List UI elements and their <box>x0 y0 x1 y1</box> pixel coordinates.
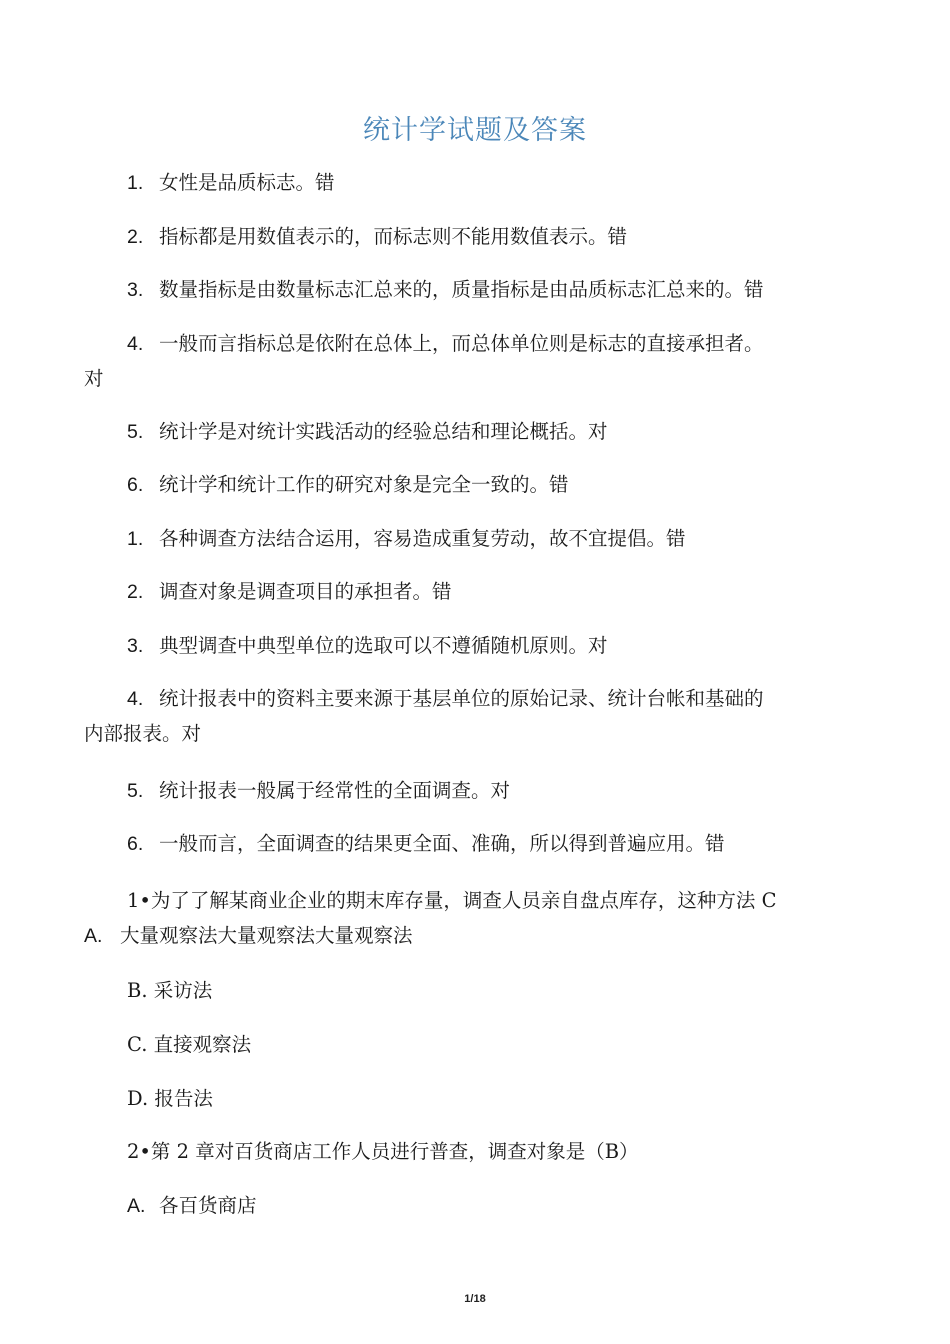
page-number: 1/18 <box>464 1293 486 1305</box>
item-text: 统计报表中的资料主要来源于基层单位的原始记录、统计台帐和基础的 <box>159 687 764 710</box>
item-number: 4. <box>127 688 144 710</box>
question-stem: 2•第 2 章对百货商店工作人员进行普查，调查对象是（B） <box>127 1140 639 1163</box>
list-item <box>127 419 608 445</box>
item-number: 3. <box>127 635 144 657</box>
item-number: 1. <box>127 172 144 194</box>
list-item <box>127 331 764 357</box>
item-number: 6. <box>127 833 144 855</box>
list-item <box>127 633 608 659</box>
item-number: 3. <box>127 279 144 301</box>
option-d: D. 报告法 <box>127 1087 213 1110</box>
option-a <box>127 1193 257 1219</box>
option-text: 各百货商店 <box>159 1194 257 1217</box>
option-label: A. <box>84 925 103 947</box>
item-text: 调查对象是调查项目的承担者。错 <box>159 580 452 603</box>
page-title: 统计学试题及答案 <box>363 115 587 146</box>
item-number: 4. <box>127 333 144 355</box>
option-b: B. 采访法 <box>127 979 213 1002</box>
item-continuation: 内部报表。对 <box>84 722 202 745</box>
item-number: 2. <box>127 581 144 603</box>
item-text: 一般而言，全面调查的结果更全面、准确，所以得到普遍应用。错 <box>159 832 725 855</box>
item-text: 统计学是对统计实践活动的经验总结和理论概括。对 <box>159 420 608 443</box>
item-continuation: 对 <box>84 367 104 390</box>
list-item <box>127 579 452 605</box>
list-item <box>127 170 335 196</box>
question-stem: 1•为了了解某商业企业的期末库存量，调查人员亲自盘点库存，这种方法 C <box>127 889 777 912</box>
list-item <box>127 778 510 804</box>
list-item <box>127 224 627 250</box>
item-text: 女性是品质标志。错 <box>159 171 335 194</box>
list-item <box>127 526 686 552</box>
item-text: 统计报表一般属于经常性的全面调查。对 <box>159 779 511 802</box>
item-text: 指标都是用数值表示的，而标志则不能用数值表示。错 <box>159 225 628 248</box>
list-item <box>127 472 569 498</box>
option-label: A. <box>127 1195 146 1217</box>
list-item <box>127 831 725 857</box>
item-text: 各种调查方法结合运用，容易造成重复劳动，故不宜提倡。错 <box>159 527 686 550</box>
option-text: 大量观察法大量观察法大量观察法 <box>120 924 413 947</box>
item-text: 数量指标是由数量标志汇总来的，质量指标是由品质标志汇总来的。错 <box>159 278 764 301</box>
item-text: 典型调查中典型单位的选取可以不遵循随机原则。对 <box>159 634 608 657</box>
option-c: C. 直接观察法 <box>127 1033 252 1056</box>
item-text: 统计学和统计工作的研究对象是完全一致的。错 <box>159 473 569 496</box>
list-item <box>127 686 764 712</box>
item-number: 2. <box>127 226 144 248</box>
list-item <box>127 277 764 303</box>
item-number: 6. <box>127 474 144 496</box>
item-number: 5. <box>127 780 144 802</box>
item-number: 5. <box>127 421 144 443</box>
item-number: 1. <box>127 528 144 550</box>
option-a <box>84 923 413 949</box>
item-text: 一般而言指标总是依附在总体上，而总体单位则是标志的直接承担者。 <box>159 332 764 355</box>
